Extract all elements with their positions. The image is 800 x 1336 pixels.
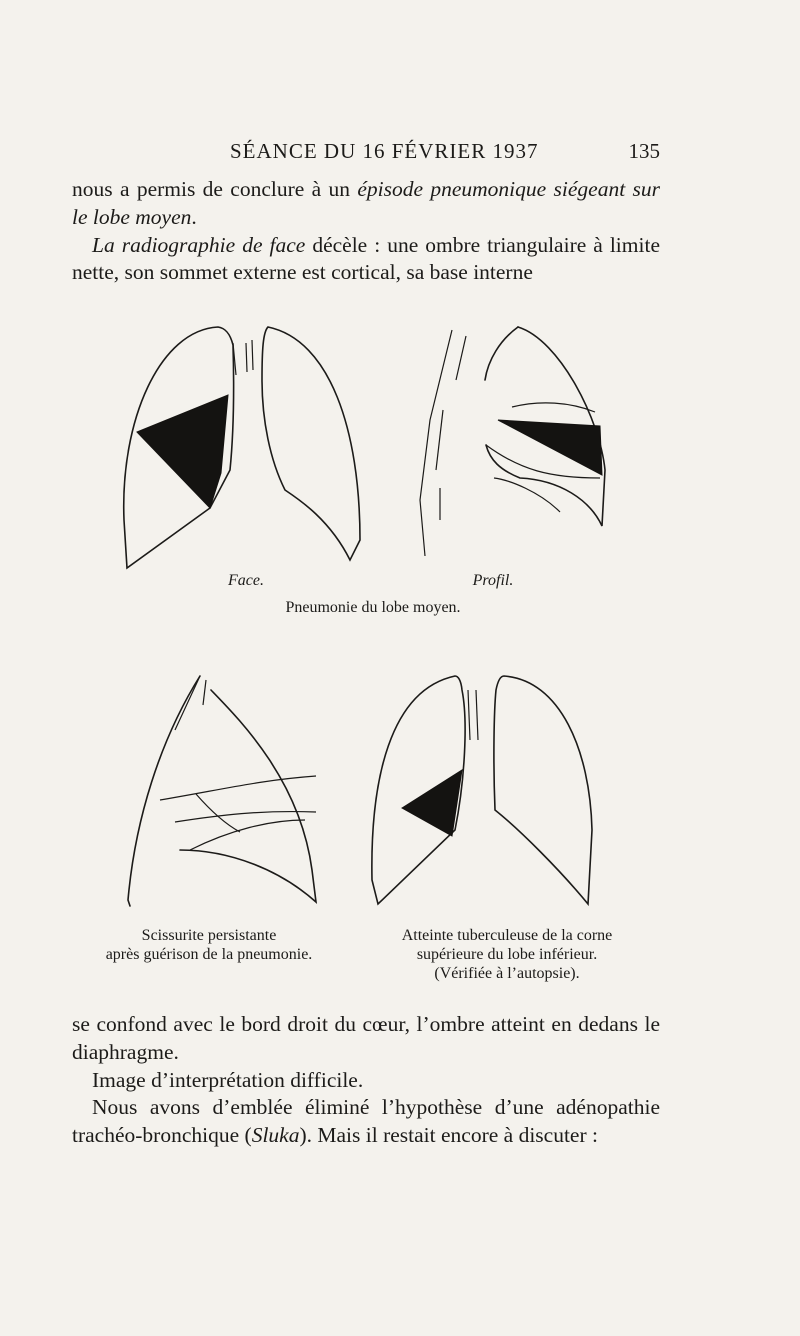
paragraph-diaphragme: se confond avec le bord droit du cœur, l’ombre atteint en dedans le diaphragme. bbox=[72, 1012, 660, 1064]
bottom-paragraphs bbox=[72, 1011, 660, 1150]
label-face: Face. bbox=[228, 572, 264, 589]
emphasis-radiographie: La radiographie de face bbox=[92, 232, 306, 257]
caption-pneumonie: Pneumonie du lobe moyen. bbox=[285, 599, 461, 616]
running-head-title: SÉANCE DU 16 FÉVRIER 1937 bbox=[230, 139, 539, 163]
scissurite-lung-drawing bbox=[128, 676, 316, 906]
paragraph-conclusion: nous a permis de conclure à un épisode pneumonique siégeant sur le lobe moyen. bbox=[72, 177, 660, 229]
page-number: 135 bbox=[628, 139, 660, 163]
paragraph-radiographie: La radiographie de face décèle : une ombre triangulaire à limite nette, son sommet externe est cortical, sa base interne bbox=[72, 232, 660, 285]
paragraph-interpretation: Image d’interprétation difficile. bbox=[92, 1067, 364, 1092]
face-left-lung-drawing bbox=[262, 327, 360, 560]
profil-lung-drawing bbox=[420, 327, 605, 556]
caption-tuberculeuse: Atteinte tuberculeuse de la corne supérieure du lobe inférieur. (Vérifiée à l’autopsie). bbox=[401, 927, 613, 982]
paragraph-adenopathie: Nous avons d’emblée éliminé l’hypothèse d’une adénopathie trachéo-bronchique (Sluka). Mais il restait encore à discuter : bbox=[72, 1095, 660, 1148]
face-right-lung-drawing bbox=[124, 327, 253, 568]
tuberculeuse-lung-drawing bbox=[372, 676, 592, 904]
emphasis-sluka: Sluka bbox=[251, 1123, 300, 1148]
label-profil: Profil. bbox=[472, 572, 514, 589]
caption-scissurite: Scissurite persistante après guérison de la pneumonie. bbox=[105, 927, 313, 963]
emphasis-episode: épisode pneumonique siégeant sur le lobe moyen bbox=[72, 177, 660, 229]
